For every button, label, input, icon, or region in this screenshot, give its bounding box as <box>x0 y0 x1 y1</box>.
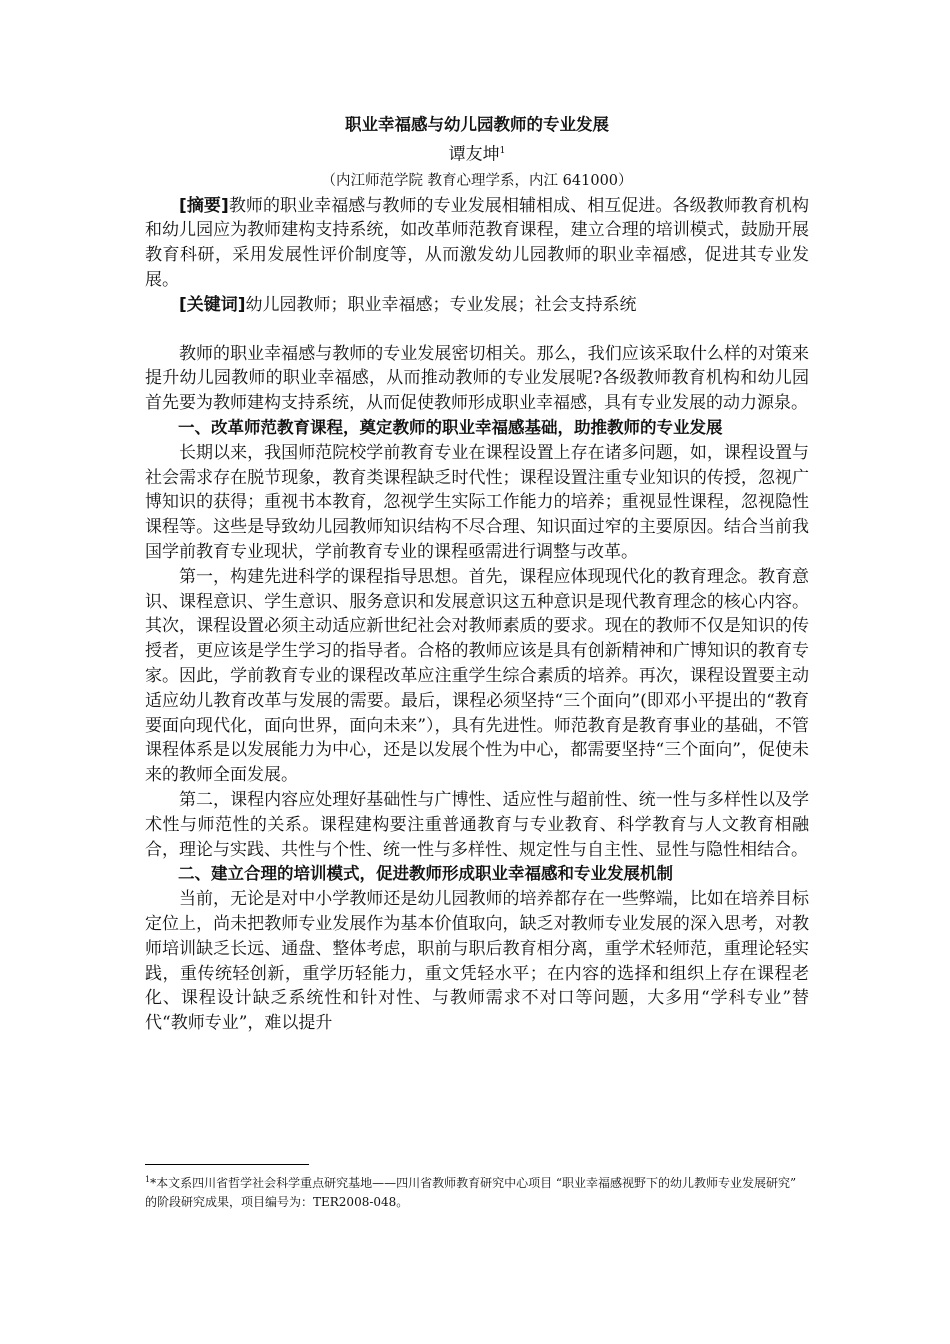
section-1-paragraph-2: 第一，构建先进科学的课程指导思想。首先，课程应体现现代化的教育理念。教育意识、课程意识、学生意识、服务意识和发展意识这五种意识是现代教育理念的核心内容。其次，课程设置必须主动适应新世纪社会对教师素质的要求。现在的教师不仅是知识的传授者，更应该是学生学习的指导者。合格的教师应该是具有创新精神和广博知识的教育专家。因此，学前教育专业的课程改革应注重学生综合素质的培养。再次，课程设置要主动适应幼儿教育改革与发展的需要。最后，课程必须坚持“三个面向”(即邓小平提出的“教育要面向现代化，面向世界，面向未来”），具有先进性。师范教育是教育事业的基础，不管课程体系是以发展能力为中心，还是以发展个性为中心，都需要坚持“三个面向”，促使未来的教师全面发展。 <box>145 566 809 786</box>
author-name: 谭友坤 <box>448 144 500 165</box>
footnote <box>145 1170 809 1212</box>
footnote-text: *本文系四川省哲学社会科学重点研究基地——四川省教师教育研究中心项目 “职业幸福感视野下的幼儿教师专业发展研究” 的阶段研究成果，项目编号为：TER2008-048。 <box>145 1176 797 1209</box>
abstract-text: 教师的职业幸福感与教师的专业发展相辅相成、相互促进。各级教师教育机构和幼儿园应为教师建构支持系统，如改革师范教育课程，建立合理的培训模式，鼓励开展教育科研，采用发展性评价制度等，从而激发幼儿园教师的职业幸福感，促进其专业发展。 <box>145 195 810 291</box>
author-footnote-mark: 1 <box>499 146 506 156</box>
abstract-label: [摘要] <box>179 195 229 216</box>
intro-paragraph: 教师的职业幸福感与教师的专业发展密切相关。那么，我们应该采取什么样的对策来提升幼儿园教师的职业幸福感，从而推动教师的专业发展呢?各级教师教育机构和幼儿园首先要为教师建构支持系统，从而促使教师形成职业幸福感，具有专业发展的动力源泉。 <box>145 343 809 414</box>
paper-body <box>145 112 809 1036</box>
keywords-text: 幼儿园教师；职业幸福感；专业发展；社会支持系统 <box>245 294 637 315</box>
abstract <box>145 194 809 293</box>
footnote-divider <box>145 1164 309 1165</box>
section-2-paragraph-1: 当前，无论是对中小学教师还是幼儿园教师的培养都存在一些弊端，比如在培养目标定位上，尚未把教师专业发展作为基本价值取向，缺乏对教师专业发展的深入思考，对教师培训缺乏长远、通盘、整体考虑，职前与职后教育相分离，重学术轻师范，重理论轻实践，重传统轻创新，重学历轻能力，重文凭轻水平；在内容的选择和组织上存在课程老化、课程设计缺乏系统性和针对性、与教师需求不对口等问题，大多用“学科专业”替代“教师专业”，难以提升 <box>145 889 809 1034</box>
keywords-label: [关键词] <box>179 294 246 315</box>
footnote-mark: 1 <box>145 1175 151 1184</box>
section-1-paragraph-3: 第二，课程内容应处理好基础性与广博性、适应性与超前性、统一性与多样性以及学术性与师范性的关系。课程建构要注重普通教育与专业教育、科学教育与人文教育相融合，理论与实践、共性与个性、统一性与多样性、规定性与自主性、显性与隐性相结合。 <box>145 789 809 860</box>
affiliation: （内江师范学院 教育心理学系，内江 641000） <box>321 172 633 189</box>
author-line <box>145 138 809 168</box>
paper-title: 职业幸福感与幼儿园教师的专业发展 <box>345 115 609 134</box>
section-1-paragraph-1: 长期以来，我国师范院校学前教育专业在课程设置上存在诸多问题，如，课程设置与社会需求存在脱节现象，教育类课程缺乏时代性；课程设置注重专业知识的传授，忽视广博知识的获得；重视书本教育，忽视学生实际工作能力的培养；重视显性课程，忽视隐性课程等。这些是导致幼儿园教师知识结构不尽合理、知识面过窄的主要原因。结合当前我国学前教育专业现状，学前教育专业的课程亟需进行调整与改革。 <box>145 442 809 563</box>
spacer <box>145 318 809 342</box>
section-1-heading: 一、改革师范教育课程，奠定教师的职业幸福感基础，助推教师的专业发展 <box>178 418 723 438</box>
keywords <box>145 293 809 318</box>
section-2-heading: 二、建立合理的培训模式，促进教师形成职业幸福感和专业发展机制 <box>178 864 673 884</box>
